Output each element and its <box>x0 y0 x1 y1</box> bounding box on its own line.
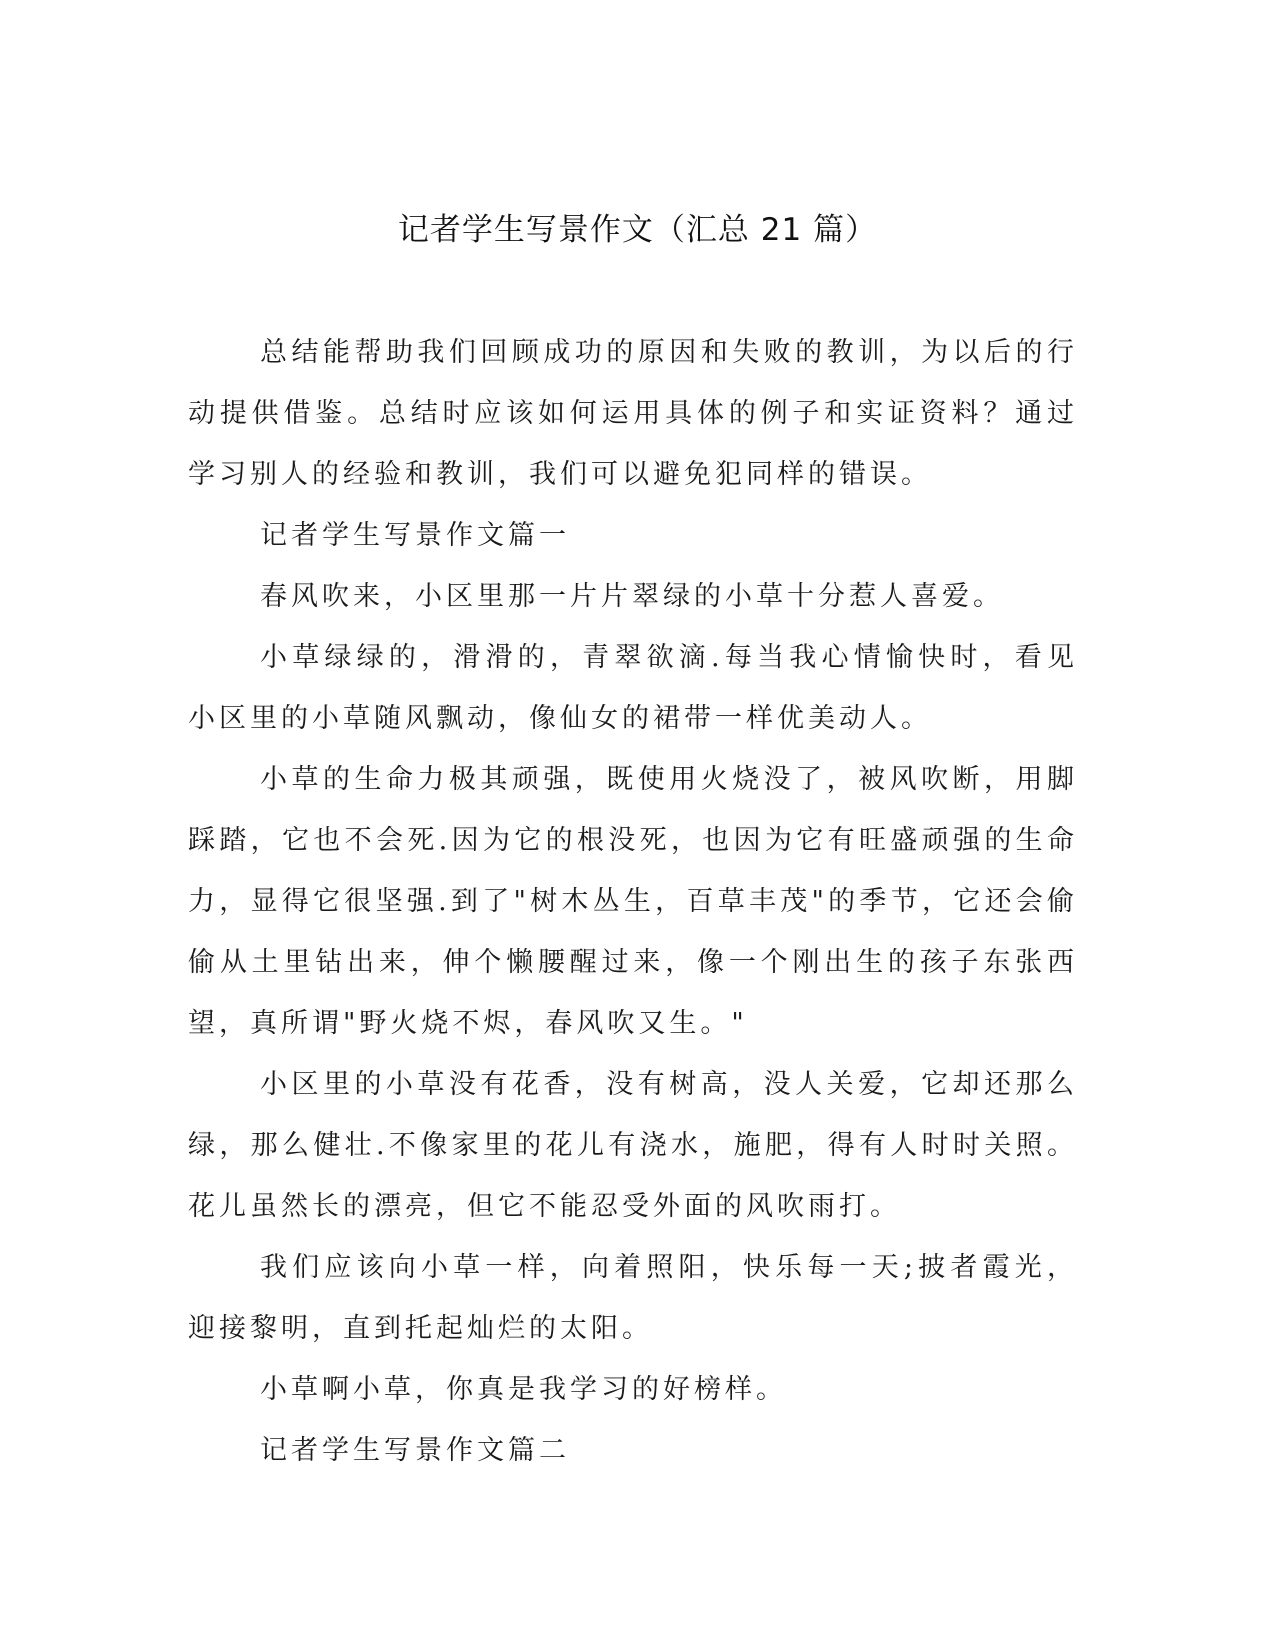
essay-paragraph: 我们应该向小草一样，向着照阳，快乐每一天;披者霞光，迎接黎明，直到托起灿烂的太阳。 <box>188 1252 1078 1344</box>
essay-paragraph: 小草啊小草，你真是我学习的好榜样。 <box>260 1374 787 1405</box>
essay-paragraph: 小草的生命力极其顽强，既使用火烧没了，被风吹断，用脚踩踏，它也不会死.因为它的根没死，也因为它有旺盛顽强的生命力，显得它很坚强.到了"树木丛生，百草丰茂"的季节，它还会偷偷从土里钻出来，伸个懒腰醒过来，像一个刚出生的孩子东张西望，真所谓"野火烧不烬，春风吹又生。" <box>188 764 1078 1039</box>
essay-paragraph: 小草绿绿的，滑滑的，青翠欲滴.每当我心情愉快时，看见小区里的小草随风飘动，像仙女的裙带一样优美动人。 <box>188 642 1078 734</box>
intro-paragraph: 总结能帮助我们回顾成功的原因和失败的教训，为以后的行动提供借鉴。总结时应该如何运用具体的例子和实证资料？通过学习别人的经验和教训，我们可以避免犯同样的错误。 <box>188 337 1078 490</box>
section-heading-2: 记者学生写景作文篇二 <box>260 1435 570 1466</box>
essay-paragraph: 春风吹来，小区里那一片片翠绿的小草十分惹人喜爱。 <box>260 581 1004 612</box>
document-title: 记者学生写景作文（汇总 21 篇） <box>397 212 878 248</box>
document-body <box>188 322 1078 1481</box>
essay-paragraph: 小区里的小草没有花香，没有树高，没人关爱，它却还那么绿，那么健壮.不像家里的花儿有浇水，施肥，得有人时时关照。花儿虽然长的漂亮，但它不能忍受外面的风吹雨打。 <box>188 1069 1078 1222</box>
section-heading-1: 记者学生写景作文篇一 <box>260 520 570 551</box>
